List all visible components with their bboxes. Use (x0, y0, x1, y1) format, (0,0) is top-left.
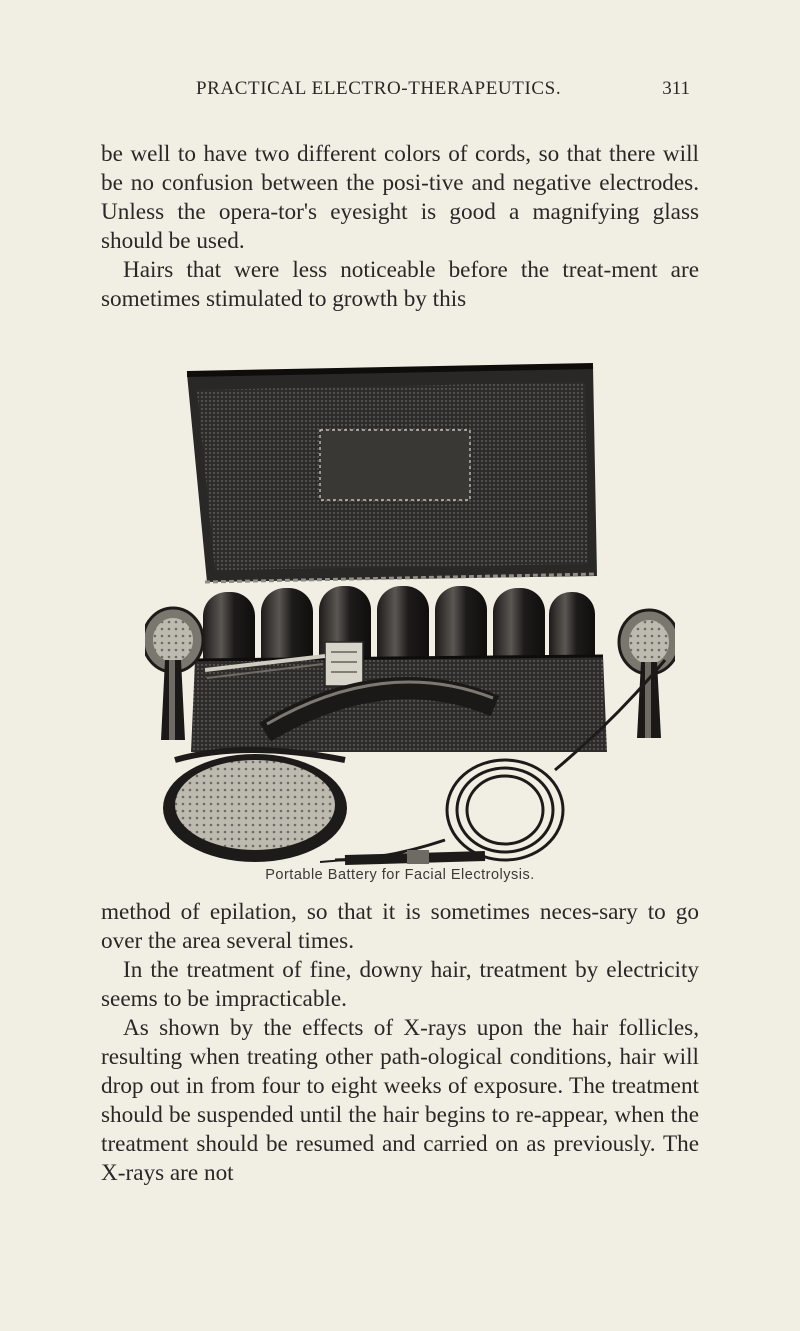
body-text-bottom (101, 898, 699, 1188)
figure-caption: Portable Battery for Facial Electrolysis. (265, 867, 535, 883)
body-text-top (101, 140, 699, 314)
paragraph-cords: be well to have two different colors of cords, so that there will be no confusion between the posi-tive and negative electrodes. Unless the opera-tor's eyesight is good a magnifying glass should be used. (101, 141, 699, 254)
running-head (196, 78, 690, 100)
battery-illustration (145, 360, 675, 878)
paragraph-hairs-stimulated: Hairs that were less noticeable before the treat-ment are sometimes stimulated to growth by this (101, 257, 699, 312)
paragraph-x-rays: As shown by the effects of X-rays upon the hair follicles, resulting when treating other path-ological conditions, hair will drop out in from four to eight weeks of exposure. The treatment should be suspended until the hair begins to re-appear, when the treatment should be resumed and carried on as previously. The X-rays are not (101, 1015, 699, 1186)
battery-engraving-icon (145, 360, 675, 878)
paragraph-downy-hair: In the treatment of fine, downy hair, treatment by electricity seems to be impracticable. (101, 957, 699, 1012)
paragraph-epilation: method of epilation, so that it is sometimes neces-sary to go over the area several times. (101, 899, 699, 954)
running-title: PRACTICAL ELECTRO-THERAPEUTICS. (196, 78, 562, 99)
page-number: 311 (662, 78, 690, 99)
